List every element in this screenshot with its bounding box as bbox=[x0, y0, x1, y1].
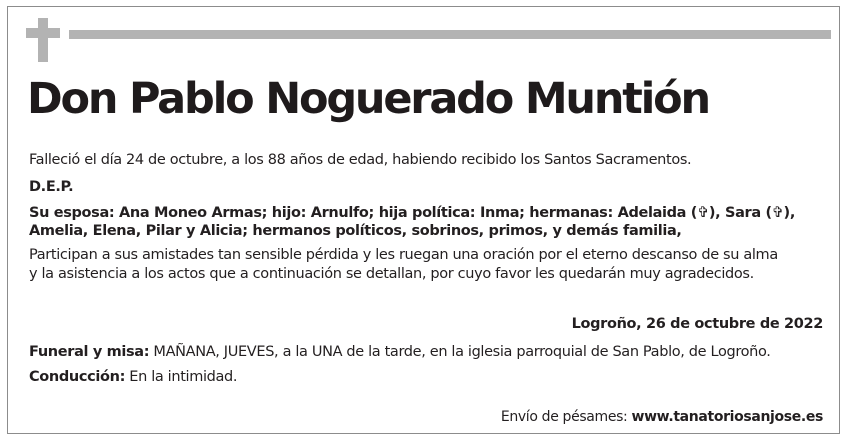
funeral-info bbox=[29, 343, 771, 362]
family-line-1: Su esposa: Ana Moneo Armas; hijo: Arnulfo; hija política: Inma; hermanas: Adelaida (✞), Sara (✞), bbox=[29, 205, 795, 221]
procession-text: En la intimidad. bbox=[125, 369, 238, 385]
request-line-2: y la asistencia a los actos que a continuación se detallan, por cuyo favor les quedarán muy agradecidos. bbox=[29, 266, 754, 282]
cross-horizontal-bar bbox=[26, 28, 60, 38]
rip-text: D.E.P. bbox=[29, 179, 74, 195]
condolence-label: Envío de pésames: bbox=[500, 409, 632, 425]
procession-label: Conducción: bbox=[29, 369, 126, 385]
cross-vertical-bar bbox=[38, 18, 48, 62]
condolence-footer bbox=[501, 409, 823, 425]
deceased-name: Don Pablo Noguerado Muntión bbox=[27, 74, 709, 124]
header-rule bbox=[69, 30, 831, 39]
procession-info bbox=[29, 368, 237, 387]
place-date: Logroño, 26 de octubre de 2022 bbox=[571, 316, 823, 332]
funeral-label: Funeral y misa: bbox=[29, 344, 150, 360]
website-link[interactable]: www.tanatoriosanjose.es bbox=[631, 409, 823, 425]
request-line-1: Participan a sus amistades tan sensible pérdida y les ruegan una oración por el eterno descanso de su alma bbox=[29, 247, 778, 263]
family-line-2: Amelia, Elena, Pilar y Alicia; hermanos políticos, sobrinos, primos, y demás familia, bbox=[29, 223, 682, 239]
funeral-text: MAÑANA, JUEVES, a la UNA de la tarde, en la iglesia parroquial de San Pablo, de Logroño. bbox=[149, 344, 771, 360]
death-notice-line: Falleció el día 24 de octubre, a los 88 años de edad, habiendo recibido los Santos Sacramentos. bbox=[29, 152, 692, 168]
